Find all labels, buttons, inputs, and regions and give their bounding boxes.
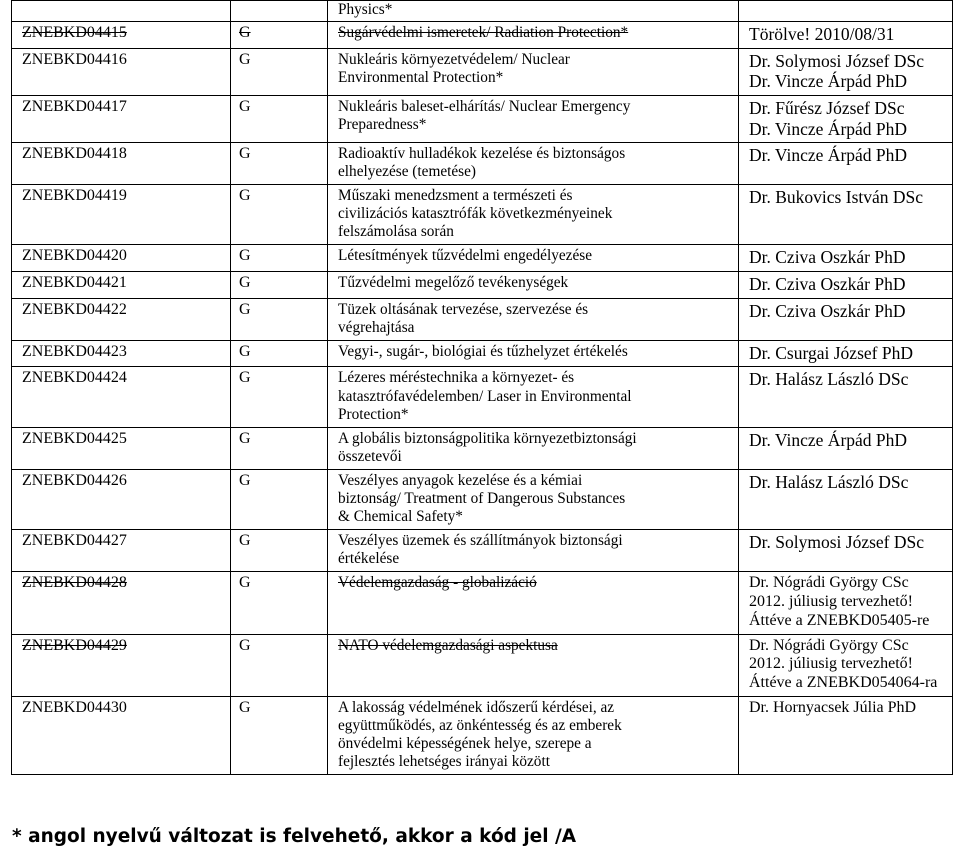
top-cell-type — [231, 1, 328, 22]
course-type — [231, 427, 328, 469]
course-lecturer-line: Törölve! 2010/08/31 — [749, 24, 895, 44]
course-lecturer — [739, 245, 953, 272]
course-lecturer — [739, 469, 953, 529]
course-code-text: ZNEBKD04426 — [22, 471, 127, 489]
course-lecturer-line: Dr. Solymosi József DSc — [749, 531, 924, 552]
course-type — [231, 95, 328, 142]
course-title-line: A globális biztonságpolitika környezetbiztonsági — [338, 429, 637, 447]
course-lecturer-line: Dr. Hornyacsek Júlia PhD — [749, 699, 917, 717]
course-title — [328, 571, 739, 634]
course-type-text: G — [239, 573, 251, 591]
table-row — [12, 272, 953, 299]
course-title — [328, 95, 739, 142]
course-type — [231, 634, 328, 697]
course-code — [12, 340, 231, 367]
course-lecturer-line: Dr. Bukovics István DSc — [749, 187, 924, 208]
course-title-line: Létesítmények tűzvédelmi engedélyezése — [338, 247, 592, 265]
course-title-line: A lakosság védelmének időszerű kérdései, az — [338, 699, 615, 717]
course-code — [12, 95, 231, 142]
course-code-text: ZNEBKD04427 — [22, 531, 127, 549]
course-code — [12, 143, 231, 185]
course-lecturer-line: Dr. Solymosi József DSc — [749, 50, 924, 71]
course-table — [11, 0, 953, 775]
table-row — [12, 298, 953, 340]
table-row — [12, 427, 953, 469]
course-type — [231, 298, 328, 340]
course-code — [12, 245, 231, 272]
course-title-line: végrehajtása — [338, 318, 415, 336]
course-title — [328, 469, 739, 529]
course-title — [328, 245, 739, 272]
course-lecturer — [739, 95, 953, 142]
course-type-text: G — [239, 145, 251, 163]
course-type — [231, 571, 328, 634]
table-row — [12, 143, 953, 185]
table-row-top — [12, 1, 953, 22]
course-lecturer — [739, 571, 953, 634]
course-title — [328, 22, 739, 49]
course-code-text: ZNEBKD04424 — [22, 369, 127, 387]
course-code — [12, 571, 231, 634]
course-type — [231, 469, 328, 529]
course-code — [12, 427, 231, 469]
course-code-text: ZNEBKD04419 — [22, 187, 127, 205]
course-type-text: G — [239, 699, 251, 717]
course-type — [231, 367, 328, 427]
course-title-line: felszámolása során — [338, 223, 454, 241]
course-type-text: G — [239, 187, 251, 205]
course-lecturer-line: Dr. Halász László DSc — [749, 471, 909, 492]
course-code — [12, 272, 231, 299]
course-lecturer — [739, 185, 953, 245]
course-lecturer-line: 2012. júliusig tervezhető! — [749, 592, 913, 610]
course-type-text: G — [239, 274, 251, 292]
course-lecturer-line: Dr. Nógrádi György CSc — [749, 573, 909, 591]
course-type-text: G — [239, 429, 251, 447]
course-title — [328, 48, 739, 95]
course-lecturer-line: Dr. Cziva Oszkár PhD — [749, 247, 906, 268]
course-lecturer — [739, 48, 953, 95]
table-row — [12, 529, 953, 571]
course-type-text: G — [239, 50, 251, 68]
course-code — [12, 367, 231, 427]
course-code-text: ZNEBKD04422 — [22, 300, 127, 318]
course-title-line: Preparedness* — [338, 115, 427, 133]
course-code — [12, 185, 231, 245]
course-type-text: G — [239, 300, 251, 318]
course-title — [328, 427, 739, 469]
course-type — [231, 48, 328, 95]
table-row — [12, 634, 953, 697]
course-type — [231, 272, 328, 299]
course-lecturer-line: Dr. Vincze Árpád PhD — [749, 145, 908, 166]
course-lecturer — [739, 427, 953, 469]
course-title-line: együttműködés, az önkéntesség és az emberek — [338, 717, 622, 735]
course-title-line: elhelyezése (temetése) — [338, 163, 477, 181]
course-type-text: G — [239, 531, 251, 549]
course-code-text: ZNEBKD04418 — [22, 145, 127, 163]
course-title-line: biztonság/ Treatment of Dangerous Substances — [338, 489, 626, 507]
course-title-line: Lézeres méréstechnika a környezet- és — [338, 369, 575, 387]
table-row — [12, 245, 953, 272]
course-title — [328, 529, 739, 571]
course-lecturer — [739, 697, 953, 775]
course-lecturer — [739, 340, 953, 367]
course-code — [12, 469, 231, 529]
table-row — [12, 697, 953, 775]
course-lecturer — [739, 634, 953, 697]
course-lecturer-line: Dr. Nógrádi György CSc — [749, 636, 909, 654]
course-type — [231, 245, 328, 272]
course-lecturer — [739, 529, 953, 571]
course-title-line: NATO védelemgazdasági aspektusa — [338, 636, 558, 654]
course-lecturer-line: Dr. Cziva Oszkár PhD — [749, 274, 906, 295]
course-type — [231, 143, 328, 185]
table-row — [12, 22, 953, 49]
course-title — [328, 272, 739, 299]
course-title-line: katasztrófavédelemben/ Laser in Environmental — [338, 387, 632, 405]
course-code — [12, 48, 231, 95]
course-lecturer-line: Dr. Vincze Árpád PhD — [749, 429, 908, 450]
course-code-text: ZNEBKD04420 — [22, 247, 127, 265]
course-lecturer-line: Dr. Vincze Árpád PhD — [749, 71, 908, 92]
course-title-line: értékelése — [338, 549, 400, 567]
course-type-text: G — [239, 636, 251, 654]
course-title-line: Nukleáris környezetvédelem/ Nuclear — [338, 50, 570, 68]
course-title-line: Veszélyes üzemek és szállítmányok biztonsági — [338, 531, 623, 549]
course-lecturer-line: Dr. Fűrész József DSc — [749, 97, 905, 118]
top-cell-code — [12, 1, 231, 22]
course-lecturer-line: Áttéve a ZNEBKD054064-ra — [749, 674, 938, 692]
footnote: * angol nyelvű változat is felvehető, akkor a kód jel /A — [12, 826, 577, 847]
course-type-text: G — [239, 369, 251, 387]
course-type-text: G — [239, 24, 251, 41]
course-title-line: & Chemical Safety* — [338, 507, 463, 525]
course-code — [12, 298, 231, 340]
course-title-line: Műszaki menedzsment a természeti és — [338, 187, 573, 205]
table-row — [12, 95, 953, 142]
course-title — [328, 185, 739, 245]
course-title-line: Védelemgazdaság - globalizáció — [338, 573, 537, 591]
course-lecturer — [739, 272, 953, 299]
course-lecturer-line: Dr. Csurgai József PhD — [749, 342, 913, 363]
course-type — [231, 340, 328, 367]
table-row — [12, 367, 953, 427]
course-title-line: önvédelmi képességének helye, szerepe a — [338, 735, 592, 753]
top-cell-title: Physics* — [328, 1, 739, 22]
course-code — [12, 697, 231, 775]
course-title-line: Environmental Protection* — [338, 68, 504, 86]
course-title-line: összetevői — [338, 447, 402, 465]
course-lecturer-line: Dr. Cziva Oszkár PhD — [749, 300, 906, 321]
course-code-text: ZNEBKD04430 — [22, 699, 127, 717]
top-cell-lecturer — [739, 1, 953, 22]
course-lecturer — [739, 22, 953, 49]
course-code — [12, 634, 231, 697]
course-code-text: ZNEBKD04428 — [22, 573, 127, 591]
course-title-line: Veszélyes anyagok kezelése és a kémiai — [338, 471, 583, 489]
course-type-text: G — [239, 471, 251, 489]
course-type — [231, 697, 328, 775]
course-title-line: fejlesztés lehetséges irányai között — [338, 753, 550, 771]
course-title-line: Tüzek oltásának tervezése, szervezése és — [338, 300, 589, 318]
course-lecturer — [739, 367, 953, 427]
course-lecturer-line: Dr. Vincze Árpád PhD — [749, 118, 908, 139]
course-code-text: ZNEBKD04423 — [22, 342, 127, 360]
course-type-text: G — [239, 247, 251, 265]
course-code-text: ZNEBKD04415 — [22, 24, 127, 41]
course-title — [328, 697, 739, 775]
course-title-line: Radioaktív hulladékok kezelése és biztonságos — [338, 145, 626, 163]
course-title — [328, 143, 739, 185]
course-title-line: Tűzvédelmi megelőző tevékenységek — [338, 274, 569, 292]
course-title — [328, 367, 739, 427]
course-code-text: ZNEBKD04416 — [22, 50, 127, 68]
course-lecturer-line: 2012. júliusig tervezhető! — [749, 655, 913, 673]
course-type — [231, 185, 328, 245]
table-row — [12, 185, 953, 245]
table-row — [12, 571, 953, 634]
course-title-line: Sugárvédelmi ismeretek/ Radiation Protection* — [338, 24, 629, 41]
course-lecturer — [739, 298, 953, 340]
course-lecturer-line: Áttéve a ZNEBKD05405-re — [749, 611, 930, 629]
course-code-text: ZNEBKD04417 — [22, 97, 127, 115]
course-type-text: G — [239, 342, 251, 360]
course-code-text: ZNEBKD04429 — [22, 636, 127, 654]
course-type — [231, 529, 328, 571]
course-code — [12, 529, 231, 571]
course-title — [328, 298, 739, 340]
course-code — [12, 22, 231, 49]
course-type-text: G — [239, 97, 251, 115]
table-row — [12, 48, 953, 95]
course-title-line: civilizációs katasztrófák következményeinek — [338, 205, 613, 223]
table-row — [12, 469, 953, 529]
course-lecturer-line: Dr. Halász László DSc — [749, 369, 909, 390]
course-title-line: Vegyi-, sugár-, biológiai és tűzhelyzet értékelés — [338, 342, 628, 360]
course-title — [328, 634, 739, 697]
course-code-text: ZNEBKD04421 — [22, 274, 127, 292]
course-type — [231, 22, 328, 49]
course-title-line: Nukleáris baleset-elhárítás/ Nuclear Emergency — [338, 97, 631, 115]
course-title — [328, 340, 739, 367]
course-lecturer — [739, 143, 953, 185]
course-title-line: Protection* — [338, 405, 409, 423]
course-code-text: ZNEBKD04425 — [22, 429, 127, 447]
table-row — [12, 340, 953, 367]
